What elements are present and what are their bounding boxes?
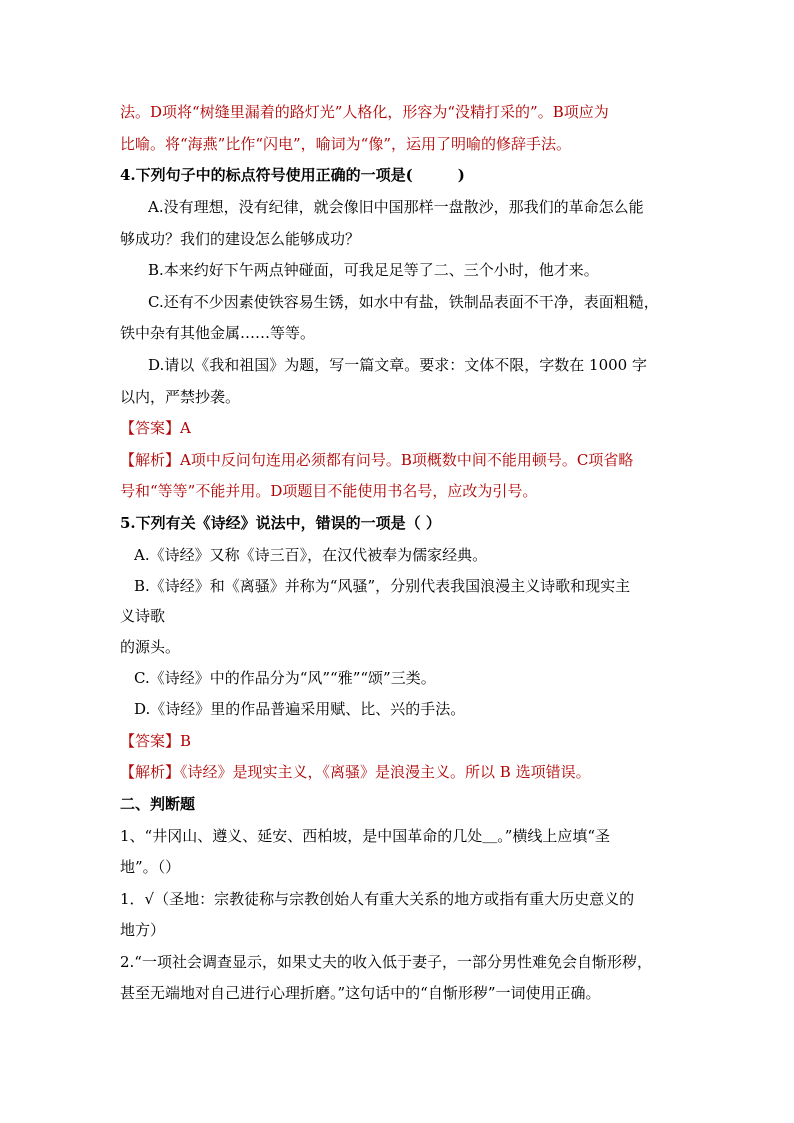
q5-option-a: A.《诗经》又称《诗三百》，在汉代被奉为儒家经典。: [134, 546, 488, 564]
judge-1-question-cont: 地”。（）: [120, 858, 181, 876]
judge-1-question: 1、“井冈山、遵义、延安、西柏坡，是中国革命的几处＿。”横线上应填“圣: [120, 827, 611, 845]
q5-option-b-cont2: 的源头。: [120, 638, 181, 656]
judge-2-question: 2.“一项社会调查显示，如果丈夫的收入低于妻子，一部分男性难免会自惭形秽，: [120, 953, 652, 971]
q5-answer: [120, 731, 191, 751]
question-5-title: 5.下列有关《诗经》说法中，错误的一项是（ ）: [120, 514, 441, 532]
explanation-label: 【解析】: [120, 451, 181, 469]
explanation-label: 【解析】: [120, 763, 181, 781]
judge-1-answer-cont: 地方）: [120, 921, 166, 939]
answer-label: 【答案】: [120, 732, 181, 750]
q4-option-c: C.还有不少因素使铁容易生锈，如水中有盐，铁制品表面不干净，表面粗糙，: [148, 293, 659, 311]
q4-option-d: D.请以《我和祖国》为题，写一篇文章。要求：文体不限，字数在 1000 字: [148, 356, 647, 374]
answer-value: A: [180, 419, 191, 437]
q5-option-d: D.《诗经》里的作品普遍采用赋、比、兴的手法。: [134, 700, 466, 718]
q5-option-b: B.《诗经》和《离骚》并称为“风骚”，分别代表我国浪漫主义诗歌和现实主: [134, 577, 631, 595]
question-4-title: 4.下列句子中的标点符号使用正确的一项是( ): [120, 166, 465, 184]
explanation-text: A项中反问句连用必须都有问号。B项概数中间不能用顿号。C项省略: [180, 451, 634, 469]
q4-explanation-cont: 号和“等等”不能并用。D项题目不能使用书名号，应改为引号。: [120, 482, 538, 500]
q4-option-d-cont: 以内，严禁抄袭。: [120, 388, 241, 406]
q5-option-b-cont: 义诗歌: [120, 607, 166, 625]
judge-1-answer: 1．√（圣地：宗教徒称与宗教创始人有重大关系的地方或指有重大历史意义的: [120, 890, 635, 908]
q5-explanation: [120, 762, 591, 782]
q4-option-c-cont: 铁中杂有其他金属……等等。: [120, 324, 316, 342]
q4-answer: [120, 418, 191, 438]
q4-option-a-cont: 够成功？我们的建设怎么能够成功？: [120, 230, 361, 248]
q4-option-b: B.本来约好下午两点钟碰面，可我足足等了二、三个小时，他才来。: [148, 261, 599, 279]
q5-option-c: C.《诗经》中的作品分为“风”“雅”“颂”三类。: [134, 669, 436, 687]
section-2-heading: 二、判断题: [120, 795, 196, 813]
q4-option-a: A.没有理想，没有纪律，就会像旧中国那样一盘散沙，那我们的革命怎么能: [148, 198, 644, 216]
answer-value: B: [180, 732, 192, 750]
q4-explanation: [120, 450, 633, 470]
judge-2-question-cont: 甚至无端地对自己进行心理折磨。”这句话中的“自惭形秽”一词使用正确。: [120, 984, 601, 1002]
analysis-line: 法。D项将“树缝里漏着的路灯光”人格化，形容为“没精打采的”。B项应为: [120, 103, 609, 121]
analysis-line: 比喻。将“海燕”比作“闪电”，喻词为“像”，运用了明喻的修辞手法。: [120, 135, 572, 153]
explanation-text: 《诗经》是现实主义，《离骚》是浪漫主义。所以 B 选项错误。: [180, 763, 591, 781]
answer-label: 【答案】: [120, 419, 181, 437]
